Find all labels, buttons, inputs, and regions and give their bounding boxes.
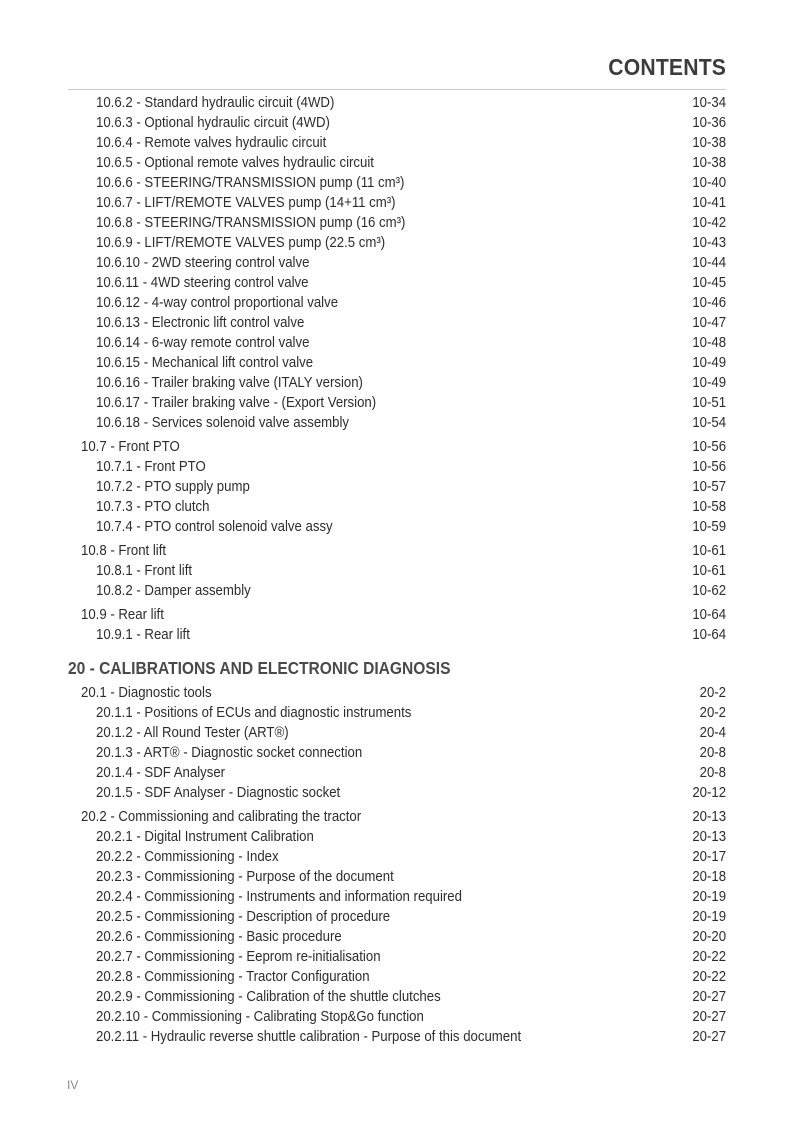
toc-entry-label: 10.8.2 - Damper assembly (96, 583, 251, 599)
toc-entry-label: 10.6.16 - Trailer braking valve (ITALY version) (96, 375, 363, 391)
chapter-heading: 20 - CALIBRATIONS AND ELECTRONIC DIAGNOSIS (68, 658, 451, 678)
toc-entry[interactable] (0, 1007, 794, 1027)
toc-entry-label: 10.9 - Rear lift (81, 607, 164, 623)
toc-entry-page: 20-8 (699, 745, 726, 761)
toc-entry-label: 10.6.7 - LIFT/REMOTE VALVES pump (14+11 cm³) (96, 195, 396, 211)
toc-entry[interactable] (0, 477, 794, 497)
toc-entry-label: 20.2.1 - Digital Instrument Calibration (96, 829, 314, 845)
toc-entry[interactable] (0, 907, 794, 927)
toc-section-20 (0, 683, 794, 1047)
toc-entry-label: 20.2.2 - Commissioning - Index (96, 849, 279, 865)
toc-entry-page: 20-20 (692, 929, 726, 945)
toc-entry[interactable] (0, 393, 794, 413)
toc-entry-page: 10-56 (692, 459, 726, 475)
toc-entry[interactable] (0, 293, 794, 313)
toc-entry-label: 10.6.12 - 4-way control proportional valve (96, 295, 339, 311)
toc-entry-page: 10-36 (692, 115, 726, 131)
toc-entry-label: 20.2.3 - Commissioning - Purpose of the document (96, 869, 394, 885)
toc-entry[interactable] (0, 887, 794, 907)
toc-entry-page: 10-48 (692, 335, 726, 351)
toc-entry-page: 10-59 (692, 519, 726, 535)
toc-section-10 (0, 93, 794, 645)
toc-entry[interactable] (0, 927, 794, 947)
toc-entry-page: 10-54 (692, 415, 726, 431)
toc-entry[interactable] (0, 133, 794, 153)
toc-entry-page: 10-49 (692, 355, 726, 371)
footer-page-number: IV (67, 1078, 79, 1092)
toc-entry-page: 10-61 (692, 543, 726, 559)
toc-entry-page: 10-41 (692, 195, 726, 211)
header-divider (68, 89, 726, 90)
toc-entry-page: 10-57 (692, 479, 726, 495)
toc-entry-label: 20.2.6 - Commissioning - Basic procedure (96, 929, 342, 945)
toc-entry-page: 10-49 (692, 375, 726, 391)
toc-entry-label: 20.2.5 - Commissioning - Description of procedure (96, 909, 391, 925)
toc-entry-page: 10-64 (692, 607, 726, 623)
toc-section-entry[interactable] (0, 437, 794, 457)
toc-section-entry[interactable] (0, 683, 794, 703)
toc-entry-page: 10-38 (692, 135, 726, 151)
toc-entry-label: 10.7.2 - PTO supply pump (96, 479, 250, 495)
toc-entry-label: 20.2.11 - Hydraulic reverse shuttle calibration - Purpose of this document (96, 1029, 522, 1045)
toc-entry-page: 20-17 (692, 849, 726, 865)
toc-entry[interactable] (0, 153, 794, 173)
toc-entry-label: 20.2.10 - Commissioning - Calibrating Stop&Go function (96, 1009, 424, 1025)
toc-entry[interactable] (0, 847, 794, 867)
toc-entry-page: 10-62 (692, 583, 726, 599)
toc-entry-label: 10.7.3 - PTO clutch (96, 499, 210, 515)
toc-entry-page: 20-13 (692, 829, 726, 845)
toc-entry[interactable] (0, 213, 794, 233)
toc-entry-label: 10.6.9 - LIFT/REMOTE VALVES pump (22.5 cm³) (96, 235, 386, 251)
toc-entry[interactable] (0, 253, 794, 273)
toc-entry[interactable] (0, 517, 794, 537)
toc-entry-page: 20-12 (692, 785, 726, 801)
toc-entry-label: 20.1.1 - Positions of ECUs and diagnostic instruments (96, 705, 412, 721)
toc-entry-label: 20.1.5 - SDF Analyser - Diagnostic socket (96, 785, 341, 801)
toc-entry[interactable] (0, 947, 794, 967)
toc-entry[interactable] (0, 373, 794, 393)
toc-entry[interactable] (0, 333, 794, 353)
toc-entry-label: 20.1.4 - SDF Analyser (96, 765, 226, 781)
toc-entry-label: 10.8.1 - Front lift (96, 563, 193, 579)
toc-entry-page: 20-13 (692, 809, 726, 825)
toc-section-entry[interactable] (0, 605, 794, 625)
toc-entry-label: 10.6.17 - Trailer braking valve - (Export Version) (96, 395, 377, 411)
toc-entry-label: 10.6.5 - Optional remote valves hydraulic circuit (96, 155, 374, 171)
toc-entry[interactable] (0, 581, 794, 601)
toc-entry-page: 20-27 (692, 989, 726, 1005)
toc-entry-page: 20-2 (699, 685, 726, 701)
toc-entry-page: 10-45 (692, 275, 726, 291)
toc-entry-page: 10-58 (692, 499, 726, 515)
page-header (0, 54, 726, 81)
toc-entry-label: 20.2 - Commissioning and calibrating the tractor (81, 809, 362, 825)
toc-entry-page: 10-56 (692, 439, 726, 455)
toc-entry-label: 10.8 - Front lift (81, 543, 167, 559)
toc-entry-label: 10.6.15 - Mechanical lift control valve (96, 355, 314, 371)
toc-entry-page: 10-51 (692, 395, 726, 411)
toc-entry[interactable] (0, 783, 794, 803)
toc-entry-label: 20.1.3 - ART® - Diagnostic socket connection (96, 745, 363, 761)
toc-entry[interactable] (0, 743, 794, 763)
toc-entry[interactable] (0, 353, 794, 373)
toc-entry-label: 10.6.14 - 6-way remote control valve (96, 335, 310, 351)
toc-entry-page: 10-38 (692, 155, 726, 171)
toc-entry[interactable] (0, 193, 794, 213)
toc-entry-page: 10-43 (692, 235, 726, 251)
toc-entry[interactable] (0, 173, 794, 193)
toc-entry-label: 10.9.1 - Rear lift (96, 627, 190, 643)
toc-entry[interactable] (0, 233, 794, 253)
toc-entry[interactable] (0, 723, 794, 743)
toc-entry-label: 20.2.9 - Commissioning - Calibration of the shuttle clutches (96, 989, 441, 1005)
toc-entry-page: 10-44 (692, 255, 726, 271)
toc-entry-label: 10.6.10 - 2WD steering control valve (96, 255, 310, 271)
toc-entry[interactable] (0, 497, 794, 517)
toc-entry-page: 20-27 (692, 1009, 726, 1025)
toc-entry-label: 10.6.13 - Electronic lift control valve (96, 315, 305, 331)
toc-entry-page: 20-2 (699, 705, 726, 721)
toc-entry-label: 10.6.3 - Optional hydraulic circuit (4WD) (96, 115, 330, 131)
toc-entry-page: 20-8 (699, 765, 726, 781)
toc-entry-label: 20.2.4 - Commissioning - Instruments and information required (96, 889, 462, 905)
toc-entry[interactable] (0, 1027, 794, 1047)
toc-entry-page: 20-4 (699, 725, 726, 741)
toc-section-entry[interactable] (0, 807, 794, 827)
toc-entry-page: 10-34 (692, 95, 726, 111)
toc-entry-page: 10-40 (692, 175, 726, 191)
toc-entry-label: 10.6.2 - Standard hydraulic circuit (4WD) (96, 95, 335, 111)
toc-entry[interactable] (0, 93, 794, 113)
toc-entry[interactable] (0, 413, 794, 433)
toc-entry[interactable] (0, 113, 794, 133)
toc-entry-label: 20.1.2 - All Round Tester (ART®) (96, 725, 289, 741)
toc-entry[interactable] (0, 313, 794, 333)
toc-entry-page: 20-18 (692, 869, 726, 885)
toc-entry-page: 20-19 (692, 909, 726, 925)
toc-entry[interactable] (0, 457, 794, 477)
toc-entry-page: 10-46 (692, 295, 726, 311)
toc-entry-label: 10.6.4 - Remote valves hydraulic circuit (96, 135, 327, 151)
toc-entry[interactable] (0, 967, 794, 987)
toc-entry-label: 20.2.8 - Commissioning - Tractor Configuration (96, 969, 370, 985)
toc-section-entry[interactable] (0, 541, 794, 561)
toc-entry[interactable] (0, 273, 794, 293)
toc-entry[interactable] (0, 867, 794, 887)
toc-entry-page: 10-42 (692, 215, 726, 231)
toc-entry[interactable] (0, 703, 794, 723)
toc-entry-page: 10-64 (692, 627, 726, 643)
toc-entry[interactable] (0, 763, 794, 783)
toc-entry-page: 10-47 (692, 315, 726, 331)
toc-entry[interactable] (0, 987, 794, 1007)
toc-entry[interactable] (0, 827, 794, 847)
toc-entry[interactable] (0, 561, 794, 581)
toc-entry-label: 10.7 - Front PTO (81, 439, 180, 455)
toc-entry-page: 20-22 (692, 969, 726, 985)
page-title: CONTENTS (608, 54, 726, 80)
toc-entry-label: 10.6.6 - STEERING/TRANSMISSION pump (11 cm³) (96, 175, 405, 191)
toc-entry-label: 20.1 - Diagnostic tools (81, 685, 212, 701)
toc-entry-label: 10.6.8 - STEERING/TRANSMISSION pump (16 cm³) (96, 215, 406, 231)
toc-entry-label: 10.7.4 - PTO control solenoid valve assy (96, 519, 333, 535)
toc-entry-page: 20-19 (692, 889, 726, 905)
toc-entry-label: 10.6.11 - 4WD steering control valve (96, 275, 309, 291)
toc-entry[interactable] (0, 625, 794, 645)
toc-entry-page: 20-27 (692, 1029, 726, 1045)
toc-entry-page: 20-22 (692, 949, 726, 965)
toc-entry-label: 20.2.7 - Commissioning - Eeprom re-initialisation (96, 949, 381, 965)
toc-entry-label: 10.7.1 - Front PTO (96, 459, 206, 475)
toc-entry-label: 10.6.18 - Services solenoid valve assembly (96, 415, 350, 431)
toc-entry-page: 10-61 (692, 563, 726, 579)
